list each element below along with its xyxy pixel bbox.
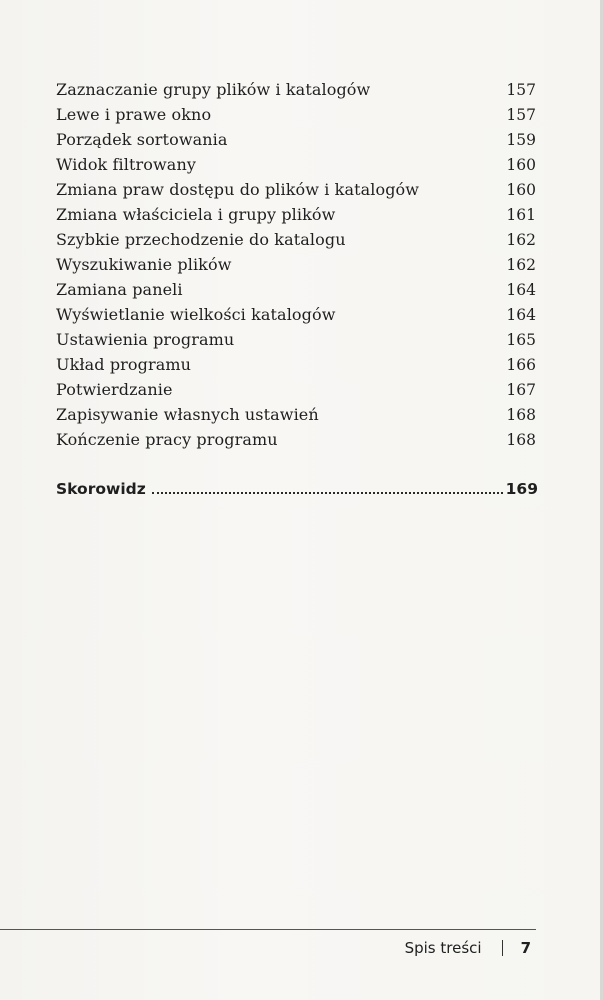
toc-entry[interactable] [56,152,538,177]
toc-entry-title: Zmiana praw dostępu do plików i katalogów [56,180,420,199]
toc-entry[interactable] [56,77,538,102]
toc-entry[interactable] [56,402,538,427]
toc-entry[interactable] [56,427,538,452]
toc-entry[interactable] [56,277,538,302]
toc-entry-title: Wyświetlanie wielkości katalogów [56,305,336,324]
toc-entry-title: Zaznaczanie grupy plików i katalogów [56,80,371,99]
toc-entry[interactable] [56,202,538,227]
footer-rule [0,929,536,930]
toc-entry-title: Zmiana właściciela i grupy plików [56,205,336,224]
table-of-contents [56,77,538,452]
toc-entry-page-number: 164 [506,281,536,299]
toc-entry[interactable] [56,127,538,152]
toc-entry[interactable] [56,302,538,327]
toc-entry-page-number: 157 [506,81,536,99]
toc-entry-page-number: 162 [506,231,536,249]
toc-entry-page-number: 168 [506,406,536,424]
toc-entry-page-number: 167 [506,381,536,399]
toc-entry[interactable] [56,327,538,352]
toc-entry-page-number: 161 [506,206,536,224]
toc-entry-page-number: 168 [506,431,536,449]
toc-entry-title: Wyszukiwanie plików [56,255,232,274]
toc-entry-page-number: 160 [506,156,536,174]
toc-entry[interactable] [56,227,538,252]
toc-entry[interactable] [56,177,538,202]
toc-entry-title: Ustawienia programu [56,330,235,349]
toc-entry-title: Lewe i prawe okno [56,105,212,124]
toc-entry-title: Porządek sortowania [56,130,228,149]
dot-leader [152,478,503,494]
toc-entry-page-number: 159 [506,131,536,149]
toc-entry-page-number: 162 [506,256,536,274]
toc-entry-title: Widok filtrowany [56,155,196,174]
toc-entry-title: Zamiana paneli [56,280,183,299]
toc-entry[interactable] [56,102,538,127]
toc-entry-title: Szybkie przechodzenie do katalogu [56,230,346,249]
toc-entry-title: Potwierdzanie [56,380,173,399]
page-footer [405,937,531,957]
running-footer-title: Spis treści [404,939,482,957]
toc-entry[interactable] [56,352,538,377]
toc-entry-page-number: 157 [506,106,536,124]
toc-entry[interactable] [56,377,538,402]
index-label: Skorowidz [56,480,146,498]
toc-entry-page-number: 160 [506,181,536,199]
index-page-number: 169 [505,480,538,498]
toc-entry-title: Układ programu [56,355,192,374]
toc-entry-title: Kończenie pracy programu [56,430,278,449]
toc-entry-page-number: 166 [506,356,536,374]
footer-separator [502,940,503,956]
toc-entry-title: Zapisywanie własnych ustawień [56,405,319,424]
page-number: 7 [520,939,531,957]
toc-entry-page-number: 165 [506,331,536,349]
toc-entry-page-number: 164 [506,306,536,324]
toc-entry[interactable] [56,252,538,277]
toc-entry-index[interactable] [56,477,538,501]
